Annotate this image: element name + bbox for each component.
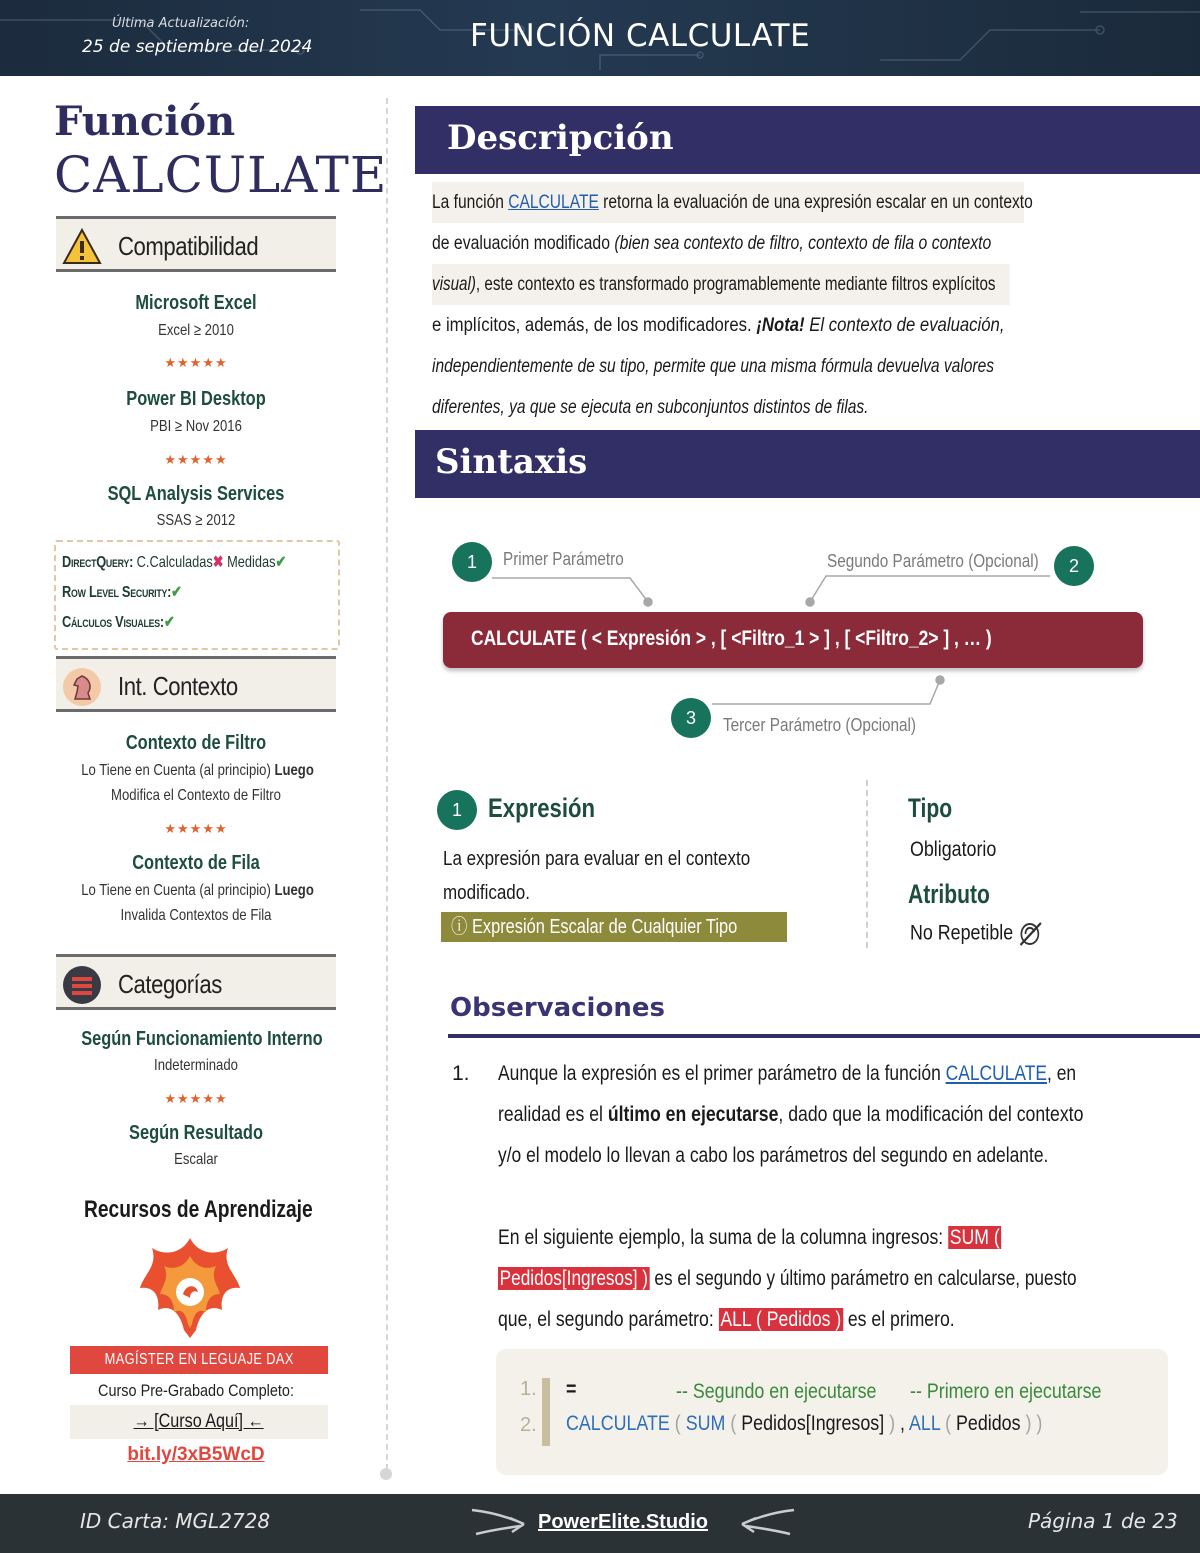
syntax-formula: CALCULATE ( < Expresión > , [ <Filtro_1 > ] , [ <Filtro_2> ] , … ) xyxy=(471,627,992,650)
compat-excel-version: Excel ≥ 2010 xyxy=(158,322,234,339)
param-badge-1: 1 xyxy=(452,542,492,582)
code-line-2: CALCULATE ( SUM ( Pedidos[Ingresos] ) , ALL ( Pedidos ) ) xyxy=(566,1412,1043,1435)
compat-ssas-version: SSAS ≥ 2012 xyxy=(156,512,236,529)
compat-ssas-name: SQL Analysis Services xyxy=(107,483,285,505)
no-repeat-icon xyxy=(1018,920,1044,948)
param-label-1: Primer Parámetro xyxy=(503,549,624,569)
star-divider: ★★★★★ xyxy=(164,822,228,837)
rls-row: Row Level Security:✔ xyxy=(62,584,182,601)
param-label-2: Segundo Parámetro (Opcional) xyxy=(827,551,1039,571)
param-label-3: Tercer Parámetro (Opcional) xyxy=(723,715,917,735)
row-context-title: Contexto de Fila xyxy=(132,852,260,874)
tipo-label: Tipo xyxy=(908,793,953,823)
atributo-value: No Repetible xyxy=(910,920,1044,948)
syntax-band xyxy=(415,430,1200,498)
param-badge-2: 2 xyxy=(1054,546,1094,586)
course-label: Curso Pre-Grabado Completo: xyxy=(98,1381,294,1400)
compatibility-heading: Compatibilidad xyxy=(118,231,259,261)
internal-category-title: Según Funcionamiento Interno xyxy=(81,1028,323,1050)
phoenix-logo xyxy=(136,1234,244,1340)
result-category-title: Según Resultado xyxy=(129,1122,263,1144)
context-section-header xyxy=(56,656,336,712)
compat-excel-name: Microsoft Excel xyxy=(135,292,257,314)
code-line-number: 1. xyxy=(520,1378,537,1400)
calculate-link[interactable]: CALCULATE xyxy=(508,192,599,213)
header-title: FUNCIÓN CALCULATE xyxy=(470,18,811,54)
param-separator xyxy=(866,780,868,948)
param-detail-badge: 1 xyxy=(437,790,477,830)
row-context-line1: Lo Tiene en Cuenta (al principio) Luego xyxy=(81,882,314,899)
check-icon: ✔ xyxy=(275,554,287,571)
chess-knight-icon xyxy=(62,667,102,707)
categories-icon xyxy=(62,965,102,1005)
syntax-heading: Sintaxis xyxy=(435,442,588,482)
row-context-line2: Invalida Contextos de Fila xyxy=(120,907,272,924)
param-badge-3: 3 xyxy=(671,698,711,738)
last-updated-date: 25 de septiembre del 2024 xyxy=(82,37,313,57)
compatibility-section-header xyxy=(56,216,336,272)
check-icon: ✔ xyxy=(171,584,182,601)
star-divider: ★★★★★ xyxy=(164,1092,228,1107)
code-comment-2: -- Primero en ejecutarse xyxy=(910,1380,1102,1403)
warning-icon xyxy=(62,227,102,267)
syntax-formula-bar xyxy=(443,612,1143,668)
atributo-label: Atributo xyxy=(908,879,990,909)
code-equals: = xyxy=(566,1378,577,1401)
description-band xyxy=(415,106,1200,174)
param-title: Expresión xyxy=(488,793,596,823)
categories-section-header xyxy=(56,954,336,1010)
site-link[interactable]: PowerElite.Studio xyxy=(538,1511,709,1533)
code-comment-1: -- Segundo en ejecutarse xyxy=(676,1380,877,1403)
arrow-left-icon xyxy=(736,1502,796,1542)
arrow-right-icon xyxy=(470,1502,530,1542)
observations-rule xyxy=(448,1034,1200,1038)
divider-dot xyxy=(380,1468,392,1480)
star-divider: ★★★★★ xyxy=(164,453,228,468)
visual-calcs-row: Cálculos Visuales:✔ xyxy=(62,614,175,631)
observations-heading: Observaciones xyxy=(450,993,665,1023)
course-banner[interactable]: MAGÍSTER EN LEGUAJE DAX xyxy=(70,1346,328,1374)
compat-powerbi-name: Power BI Desktop xyxy=(126,388,266,410)
filter-context-title: Contexto de Filtro xyxy=(125,732,267,754)
param-description: La expresión para evaluar en el contexto modificado. xyxy=(443,848,751,904)
filter-context-line1: Lo Tiene en Cuenta (al principio) Luego xyxy=(81,762,314,779)
compat-powerbi-version: PBI ≥ Nov 2016 xyxy=(150,418,242,435)
cross-icon: ✖ xyxy=(212,554,224,571)
page-number: Página 1 de 23 xyxy=(1028,1509,1178,1533)
course-link[interactable]: → [Curso Aquí] ← xyxy=(70,1405,328,1439)
observation-number: 1. xyxy=(452,1062,470,1085)
card-id: ID Carta: MGL2728 xyxy=(80,1509,271,1533)
categories-heading: Categorías xyxy=(118,969,222,999)
star-divider: ★★★★★ xyxy=(164,356,228,371)
description-heading: Descripción xyxy=(447,118,674,158)
short-url-link[interactable]: bit.ly/3xB5WcD xyxy=(127,1444,265,1465)
param-type-tag: ⓘ Expresión Escalar de Cualquier Tipo xyxy=(441,912,787,942)
page-title-line1: Función xyxy=(54,98,236,145)
column-divider xyxy=(386,98,388,1470)
calculate-link[interactable]: CALCULATE xyxy=(945,1062,1048,1085)
description-text: La función CALCULATE retorna la evaluación de una expresión escalar en un contexto de evaluación modificado (bien sea contexto de filtro, contexto de fila o contexto visual), este contexto es transformado programablemente mediante filtros explícitos e implícitos, además, de los modificadores. ¡Nota! El contexto de evaluación, independientemente de su tipo, permite que una misma fórmula devuelva valores diferentes, ya que se ejecuta en subconjuntos distintos de filas. xyxy=(432,182,1154,428)
context-heading: Int. Contexto xyxy=(118,671,238,701)
observation-text: Aunque la expresión es el primer parámetro de la función CALCULATE, en realidad es el último en ejecutarse, dado que la modificación del contexto y/o el modelo lo llevan a cabo los parámetros del segundo en adelante. En el siguiente ejemplo, la suma de la columna ingresos: SUM ( Pedidos[Ingresos] ) es el segundo y último parámetro en calcularse, puesto que, el segundo parámetro: ALL ( Pedidos ) es el primero. xyxy=(498,1062,1084,1331)
internal-category-value: Indeterminado xyxy=(154,1057,238,1074)
directquery-row: DirectQuery: C.Calculadas✖ Medidas✔ xyxy=(62,554,287,571)
result-category-value: Escalar xyxy=(174,1151,218,1168)
code-gutter-bar xyxy=(542,1378,550,1446)
header-bar xyxy=(0,0,1200,76)
check-icon: ✔ xyxy=(163,614,175,631)
code-line-number: 2. xyxy=(520,1414,537,1436)
page-title-line2: CALCULATE xyxy=(54,146,388,204)
tipo-value: Obligatorio xyxy=(910,838,997,861)
resources-title: Recursos de Aprendizaje xyxy=(84,1196,313,1223)
last-updated-label: Última Actualización: xyxy=(112,16,250,31)
filter-context-line2: Modifica el Contexto de Filtro xyxy=(111,787,281,804)
